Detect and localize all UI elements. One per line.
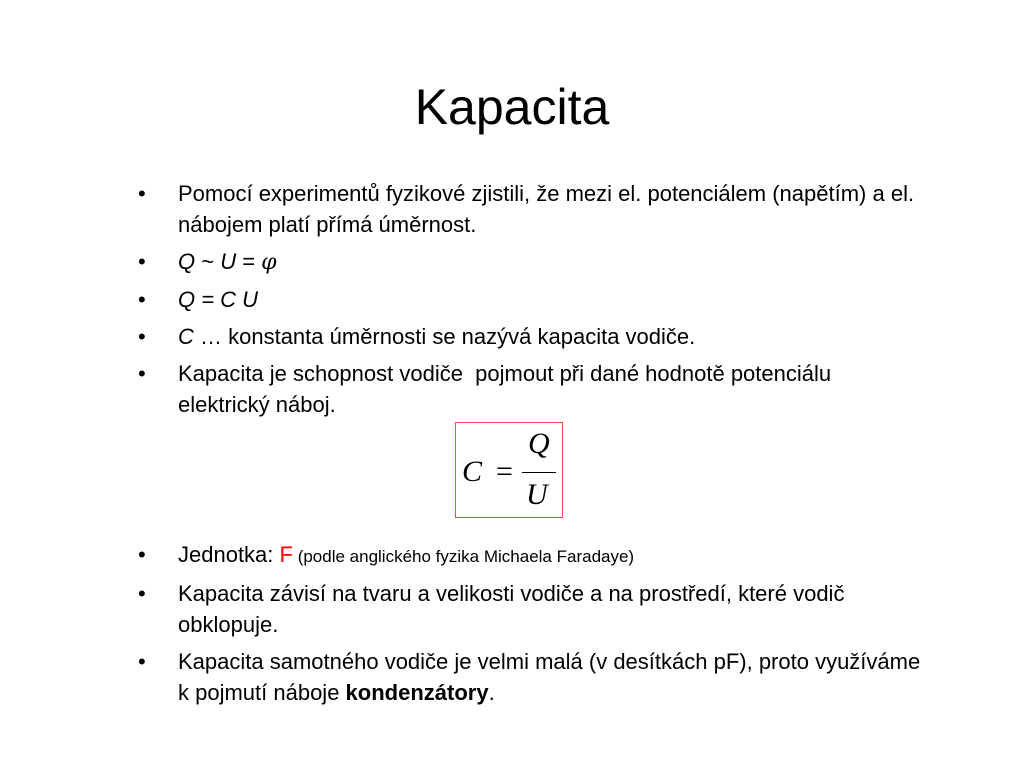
bold-term: kondenzátory — [345, 680, 489, 705]
slide-title: Kapacita — [414, 79, 610, 135]
list-item: • Kapacita závisí na tvaru a velikosti vodiče a na prostředí, které vodič obklopuje. — [138, 578, 928, 640]
unit-farad: F — [279, 542, 293, 567]
list-item: • Q ~ U = φ — [138, 246, 928, 278]
bullet-icon: • — [138, 324, 146, 349]
list-item: • Q = C U — [138, 284, 928, 315]
formula-denominator: U — [526, 478, 548, 511]
list-item: • C … konstanta úměrnosti se nazývá kapacita vodiče. — [138, 321, 928, 352]
capacitance-formula: C = Q U — [455, 422, 563, 518]
bullet-icon: • — [138, 249, 146, 274]
bullet-list-bottom — [138, 539, 928, 714]
bullet-icon: • — [138, 287, 146, 312]
list-item: • Kapacita je schopnost vodiče pojmout při dané hodnotě potenciálu elektrický náboj. — [138, 358, 928, 420]
bullet-icon: • — [138, 361, 146, 386]
phi-symbol: φ — [261, 250, 277, 275]
bullet-icon: • — [138, 649, 146, 674]
bullet-icon: • — [138, 542, 146, 567]
bullet-icon: • — [138, 581, 146, 606]
list-item: • Kapacita samotného vodiče je velmi malá (v desítkách pF), proto využíváme k pojmutí náboje kondenzátory. — [138, 646, 928, 708]
list-item: • Jednotka: F (podle anglického fyzika Michaela Faradaye) — [138, 539, 928, 572]
bullet-icon: • — [138, 181, 146, 206]
formula-numerator: Q — [528, 427, 550, 460]
fraction-bar — [522, 472, 556, 473]
bullet-list-top — [138, 178, 928, 426]
list-item: • Pomocí experimentů fyzikové zjistili, že mezi el. potenciálem (napětím) a el. nábojem platí přímá úměrnost. — [138, 178, 928, 240]
